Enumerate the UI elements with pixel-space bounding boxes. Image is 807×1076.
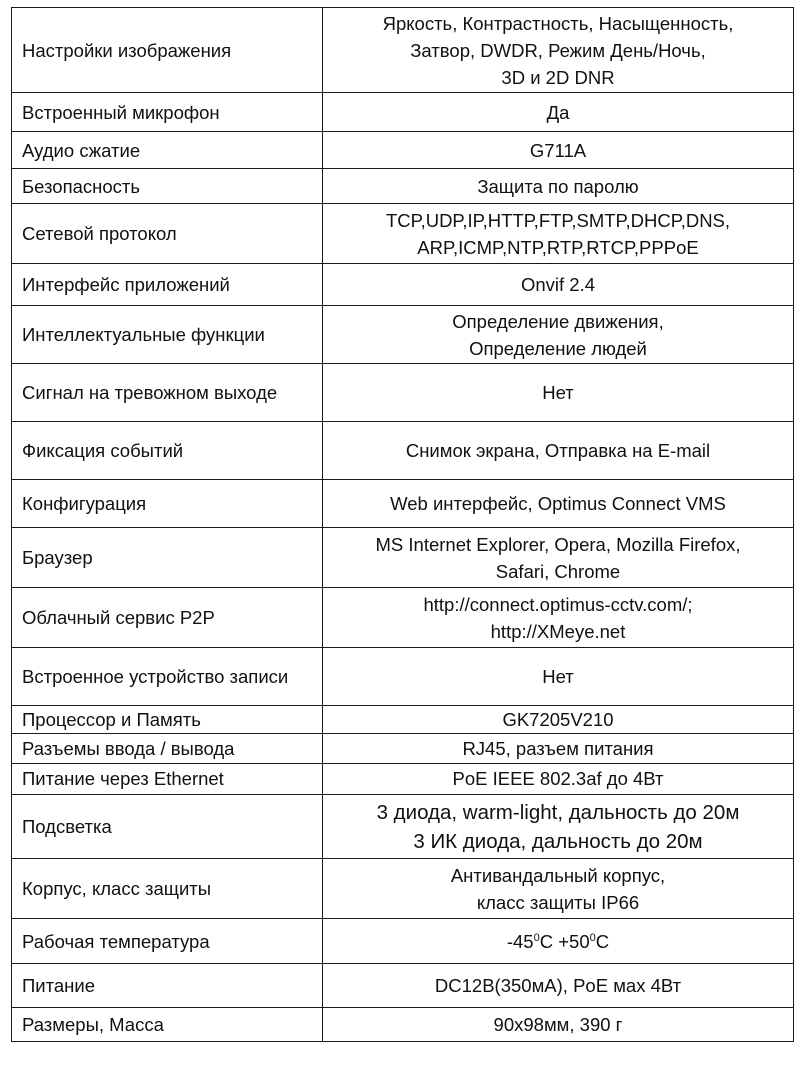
table-row [12, 8, 794, 93]
table-row [12, 480, 794, 528]
degree-sign: 0 [533, 931, 540, 944]
degree-sign: 0 [589, 931, 596, 944]
value-line: http://XMeye.net [490, 620, 626, 642]
value-line: http://connect.optimus-cctv.com/; [423, 593, 693, 615]
value-line: 3D и 2D DNR [501, 66, 615, 88]
param-cloud-service: Облачный сервис P2P [12, 588, 323, 648]
value-line: Safari, Chrome [495, 560, 621, 582]
table-row [12, 528, 794, 588]
value-line [333, 928, 783, 955]
specifications-table [11, 7, 794, 1042]
param-browser: Браузер [12, 528, 323, 588]
value-line: Определение движения, [452, 310, 664, 332]
table-row [12, 306, 794, 364]
param-alarm-output: Сигнал на тревожном выходе [12, 364, 323, 422]
temp-unit: C [595, 930, 610, 952]
value-line: Onvif 2.4 [520, 274, 596, 295]
param-dimensions-weight: Размеры, Масса [12, 1008, 323, 1042]
table-row [12, 734, 794, 764]
value-alarm-output [323, 364, 794, 422]
temp-max: C +50 [539, 930, 590, 952]
value-audio-compression [323, 132, 794, 169]
value-line: 3 диода, warm-light, дальность до 20м [376, 800, 740, 824]
param-audio-compression: Аудио сжатие [12, 132, 323, 169]
value-line: Web интерфейс, Optimus Connect VMS [390, 493, 726, 514]
table-row [12, 264, 794, 306]
param-built-in-recording: Встроенное устройство записи [12, 648, 323, 706]
value-illumination [323, 795, 794, 859]
value-line: PoE IEEE 802.3af до 4Вт [452, 768, 664, 789]
value-line: Снимок экрана, Отправка на E-mail [405, 440, 711, 461]
value-line: Да [546, 101, 570, 123]
table-row [12, 132, 794, 169]
table-row [12, 795, 794, 859]
param-housing-protection: Корпус, класс защиты [12, 859, 323, 919]
param-microphone: Встроенный микрофон [12, 93, 323, 132]
value-line: Нет [542, 666, 574, 687]
param-image-settings: Настройки изображения [12, 8, 323, 93]
value-security [323, 169, 794, 204]
param-power: Питание [12, 964, 323, 1008]
temp-min: -45 [506, 930, 534, 952]
value-processor-memory [323, 706, 794, 734]
value-line: G711A [529, 139, 587, 161]
value-line: Затвор, DWDR, Режим День/Ночь, [410, 39, 706, 61]
table-row [12, 964, 794, 1008]
param-poe: Питание через Ethernet [12, 764, 323, 795]
value-built-in-recording [323, 648, 794, 706]
value-line: MS Internet Explorer, Opera, Mozilla Firefox, [375, 533, 741, 555]
param-application-interface: Интерфейс приложений [12, 264, 323, 306]
param-operating-temperature: Рабочая температура [12, 919, 323, 964]
table-row [12, 169, 794, 204]
param-security: Безопасность [12, 169, 323, 204]
value-cloud-service [323, 588, 794, 648]
table-row [12, 422, 794, 480]
param-smart-functions: Интеллектуальные функции [12, 306, 323, 364]
table-row [12, 588, 794, 648]
value-network-protocol [323, 204, 794, 264]
value-browser [323, 528, 794, 588]
value-poe [323, 764, 794, 795]
value-io-connectors [323, 734, 794, 764]
value-line: RJ45, разъем питания [462, 737, 654, 759]
value-line: Антивандальный корпус, [450, 864, 666, 886]
param-processor-memory: Процессор и Память [12, 706, 323, 734]
value-line: Определение людей [469, 337, 647, 359]
table-row [12, 93, 794, 132]
value-line: 90х98мм, 390 г [493, 1014, 623, 1035]
param-illumination: Подсветка [12, 795, 323, 859]
value-image-settings [323, 8, 794, 93]
value-line: TCP,UDP,IP,HTTP,FTP,SMTP,DHCP,DNS, [385, 209, 731, 231]
table-row [12, 364, 794, 422]
value-application-interface [323, 264, 794, 306]
value-line: Яркость, Контрастность, Насыщенность, [382, 12, 734, 34]
value-line: Защита по паролю [477, 175, 639, 197]
param-configuration: Конфигурация [12, 480, 323, 528]
table-row [12, 1008, 794, 1042]
table-row [12, 648, 794, 706]
value-line: 3 ИК диода, дальность до 20м [413, 829, 703, 853]
value-configuration [323, 480, 794, 528]
param-network-protocol: Сетевой протокол [12, 204, 323, 264]
value-housing-protection [323, 859, 794, 919]
table-row [12, 706, 794, 734]
value-event-capture [323, 422, 794, 480]
value-power [323, 964, 794, 1008]
table-row [12, 764, 794, 795]
table-row [12, 204, 794, 264]
value-line: DC12В(350мА), PoE мах 4Вт [434, 975, 682, 996]
value-line: класс защиты IP66 [476, 891, 640, 913]
value-microphone [323, 93, 794, 132]
param-io-connectors: Разъемы ввода / вывода [12, 734, 323, 764]
param-event-capture: Фиксация событий [12, 422, 323, 480]
table-row [12, 859, 794, 919]
value-line: GK7205V210 [502, 708, 614, 730]
value-dimensions-weight [323, 1008, 794, 1042]
value-line: Нет [542, 382, 574, 403]
value-operating-temperature [323, 919, 794, 964]
value-line: ARP,ICMP,NTP,RTP,RTCP,PPPoE [417, 236, 699, 258]
table-row [12, 919, 794, 964]
value-smart-functions [323, 306, 794, 364]
